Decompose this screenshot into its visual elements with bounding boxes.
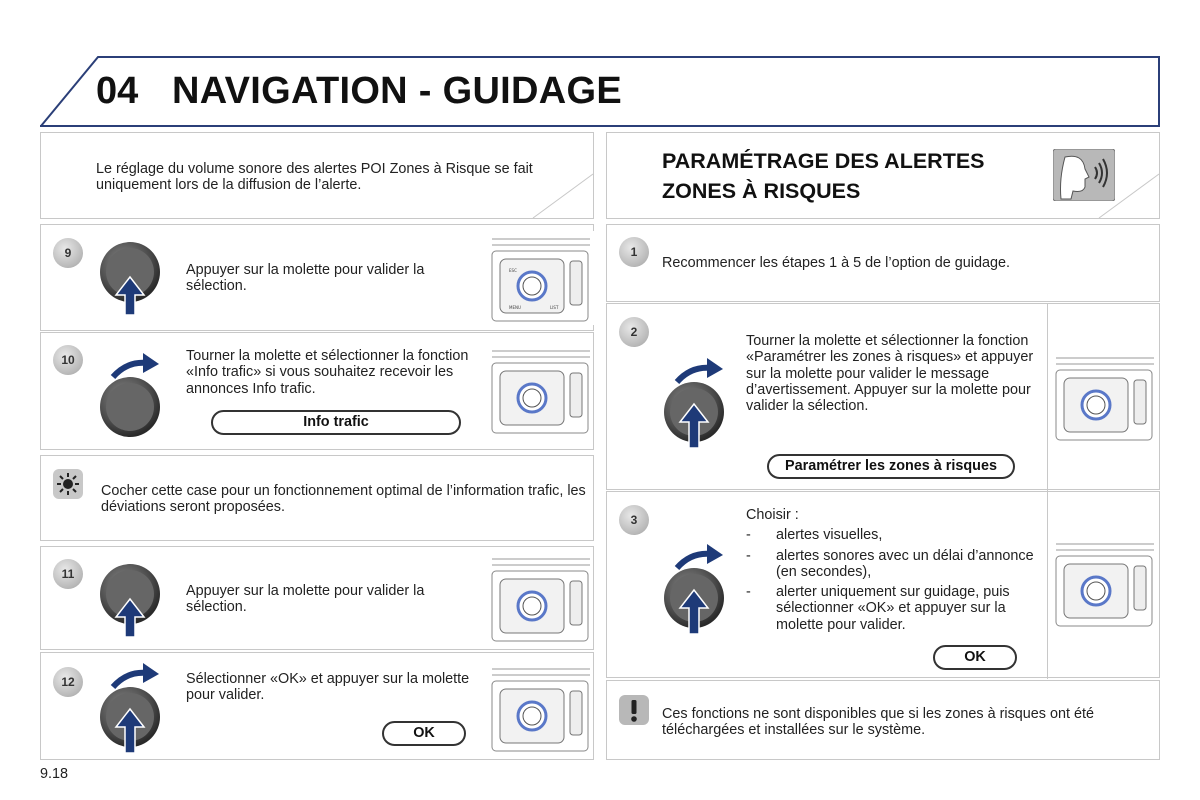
choice-intro: Choisir : <box>746 507 799 523</box>
parametrer-zones-button[interactable]: Paramétrer les zones à risques <box>767 454 1015 479</box>
step-10-panel <box>40 332 594 450</box>
step-11-panel <box>40 546 594 650</box>
page-number: 9.18 <box>40 766 69 782</box>
ok-button[interactable]: OK <box>382 721 466 746</box>
step-11-badge: 11 <box>53 559 83 589</box>
knob-rotate-press-icon <box>663 540 727 640</box>
warning-panel <box>606 680 1160 760</box>
control-panel-thumb <box>1054 536 1159 630</box>
right-step-3-panel <box>606 491 1160 678</box>
step-12-badge: 12 <box>53 667 83 697</box>
warning-text: Ces fonctions ne sont disponibles que si les zones à risques ont été téléchargées et installées sur le système. <box>662 706 1094 739</box>
info-trafic-button[interactable]: Info trafic <box>211 410 461 435</box>
tip-text: Cocher cette case pour un fonctionnement optimal de l’information trafic, les déviations seront proposées. <box>101 483 586 516</box>
sun-bulb-icon <box>53 469 83 499</box>
knob-press-icon <box>99 239 163 317</box>
intro-text: Le réglage du volume sonore des alertes POI Zones à Risque se fait uniquement lors de la diffusion de l’alerte. <box>96 161 533 194</box>
step-9-panel <box>40 224 594 331</box>
right-step-2-badge: 2 <box>619 317 649 347</box>
step-9-text: Appuyer sur la molette pour valider la sélection. <box>186 262 425 295</box>
knob-press-icon <box>99 561 163 639</box>
section-title-line2: ZONES À RISQUES <box>662 179 861 203</box>
step-10-badge: 10 <box>53 345 83 375</box>
choice-option: - alertes visuelles, <box>746 527 1042 543</box>
control-panel-thumb <box>1054 350 1159 444</box>
step-12-text: Sélectionner «OK» et appuyer sur la molette pour valider. <box>186 671 470 704</box>
control-panel-thumb <box>490 661 595 755</box>
choice-option: - alertes sonores avec un délai d’annonce (en secondes), <box>746 548 1042 581</box>
intro-panel <box>40 132 594 219</box>
control-panel-thumb <box>490 343 595 437</box>
chapter-title: NAVIGATION - GUIDAGE <box>172 70 623 112</box>
ok-button[interactable]: OK <box>933 645 1017 670</box>
right-step-1-text: Recommencer les étapes 1 à 5 de l’option de guidage. <box>662 255 1010 271</box>
svg-text:LIST: LIST <box>550 305 559 310</box>
svg-text:MENU: MENU <box>509 305 521 310</box>
right-step-1-panel <box>606 224 1160 302</box>
right-step-1-badge: 1 <box>619 237 649 267</box>
step-11-text: Appuyer sur la molette pour valider la sélection. <box>186 583 425 616</box>
section-title-line1: PARAMÉTRAGE DES ALERTES <box>662 149 985 173</box>
tip-panel <box>40 455 594 541</box>
svg-text:ESC: ESC <box>509 268 517 273</box>
knob-rotate-icon <box>99 349 163 449</box>
chapter-header <box>40 56 1160 126</box>
right-step-2-panel <box>606 303 1160 490</box>
speaking-head-icon <box>1053 149 1115 201</box>
exclamation-icon <box>619 695 649 725</box>
control-panel-thumb <box>490 551 595 645</box>
chapter-number: 04 <box>96 70 139 112</box>
step-12-panel <box>40 652 594 760</box>
step-9-badge: 9 <box>53 238 83 268</box>
section-title-panel <box>606 132 1160 219</box>
knob-rotate-press-icon <box>99 659 163 759</box>
choice-list <box>746 507 1042 633</box>
knob-rotate-press-icon <box>663 354 727 454</box>
right-step-2-text: Tourner la molette et sélectionner la fonction «Paramétrer les zones à risques» et appuyer sur la molette pour valider le message d’avertissement. Appuyer sur la molette pour valider la sélection. <box>746 333 1034 415</box>
right-step-3-badge: 3 <box>619 505 649 535</box>
choice-option: - alerter uniquement sur guidage, puis sélectionner «OK» et appuyer sur la molette pour valider. <box>746 584 1042 633</box>
step-10-text: Tourner la molette et sélectionner la fonction «Info trafic» si vous souhaitez recevoir les annonces Info trafic. <box>186 348 469 397</box>
control-panel-thumb <box>490 231 595 325</box>
